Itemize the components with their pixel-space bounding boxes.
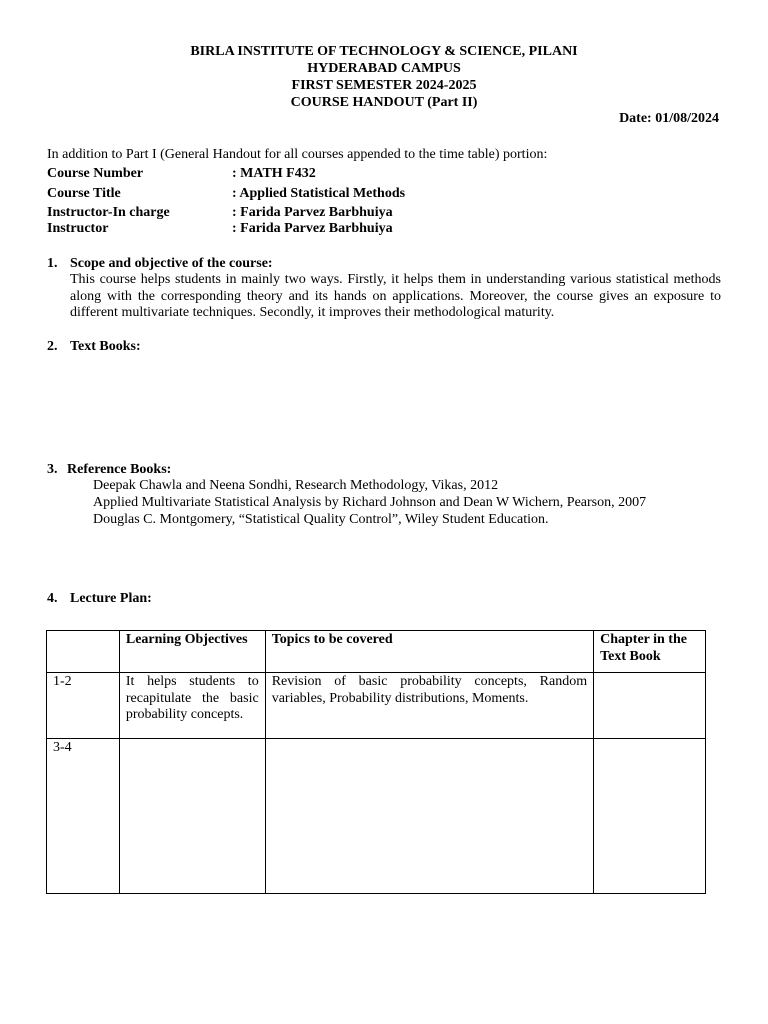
instructor-incharge-value: : Farida Parvez Barbhuiya <box>232 205 393 220</box>
textbooks-section-number: 2. <box>47 339 58 354</box>
course-number-label: Course Number <box>47 166 144 181</box>
table-header-cell: Topics to be covered <box>265 631 593 673</box>
table-cell <box>265 739 593 894</box>
semester-line: FIRST SEMESTER 2024-2025 <box>291 78 477 93</box>
lecture-plan-table <box>46 630 706 894</box>
course-number-value: : MATH F432 <box>232 166 316 181</box>
campus-name: HYDERABAD CAMPUS <box>307 61 461 76</box>
reference-section-number: 3. <box>47 462 58 477</box>
intro-text: In addition to Part I (General Handout for all courses appended to the time table) portion: <box>47 147 548 162</box>
reference-section-title: Reference Books: <box>67 462 172 477</box>
reference-item: Applied Multivariate Statistical Analysis by Richard Johnson and Dean W Wichern, Pearson, 2007 <box>93 495 647 510</box>
table-row <box>47 739 706 894</box>
lecture-plan-section-number: 4. <box>47 591 58 606</box>
reference-item: Douglas C. Montgomery, “Statistical Quality Control”, Wiley Student Education. <box>93 512 549 527</box>
table-cell: 3-4 <box>47 739 120 894</box>
table-header-row <box>47 631 706 673</box>
handout-date: Date: 01/08/2024 <box>619 111 719 126</box>
scope-section-number: 1. <box>47 256 58 271</box>
table-row <box>47 673 706 739</box>
table-cell: 1-2 <box>47 673 120 739</box>
lecture-plan-section-title: Lecture Plan: <box>70 591 152 606</box>
reference-item: Deepak Chawla and Neena Sondhi, Research Methodology, Vikas, 2012 <box>93 478 499 493</box>
scope-paragraph: This course helps students in mainly two ways. Firstly, it helps them in understanding various statistical methods along with the corresponding theory and its hands on applications. Moreover, the course gives an exposure to different multivariate techniques. Secondly, it improves their methodological maturity. <box>70 272 721 321</box>
instructor-label: Instructor <box>47 221 109 236</box>
table-header-cell <box>47 631 120 673</box>
table-cell: Revision of basic probability concepts, Random variables, Probability distributions, Moments. <box>265 673 593 739</box>
course-title-value: : Applied Statistical Methods <box>232 186 406 201</box>
institute-name: BIRLA INSTITUTE OF TECHNOLOGY & SCIENCE, PILANI <box>190 44 578 59</box>
scope-section-title: Scope and objective of the course: <box>70 256 273 271</box>
handout-title: COURSE HANDOUT (Part II) <box>290 95 478 110</box>
instructor-value: : Farida Parvez Barbhuiya <box>232 221 393 236</box>
textbooks-section-title: Text Books: <box>70 339 141 354</box>
table-cell <box>594 739 706 894</box>
table-cell: It helps students to recapitulate the basic probability concepts. <box>119 673 265 739</box>
instructor-incharge-label: Instructor-In charge <box>47 205 170 220</box>
table-header-cell: Learning Objectives <box>119 631 265 673</box>
table-header-cell: Chapter in the Text Book <box>594 631 706 673</box>
course-title-label: Course Title <box>47 186 121 201</box>
table-cell <box>594 673 706 739</box>
table-cell <box>119 739 265 894</box>
